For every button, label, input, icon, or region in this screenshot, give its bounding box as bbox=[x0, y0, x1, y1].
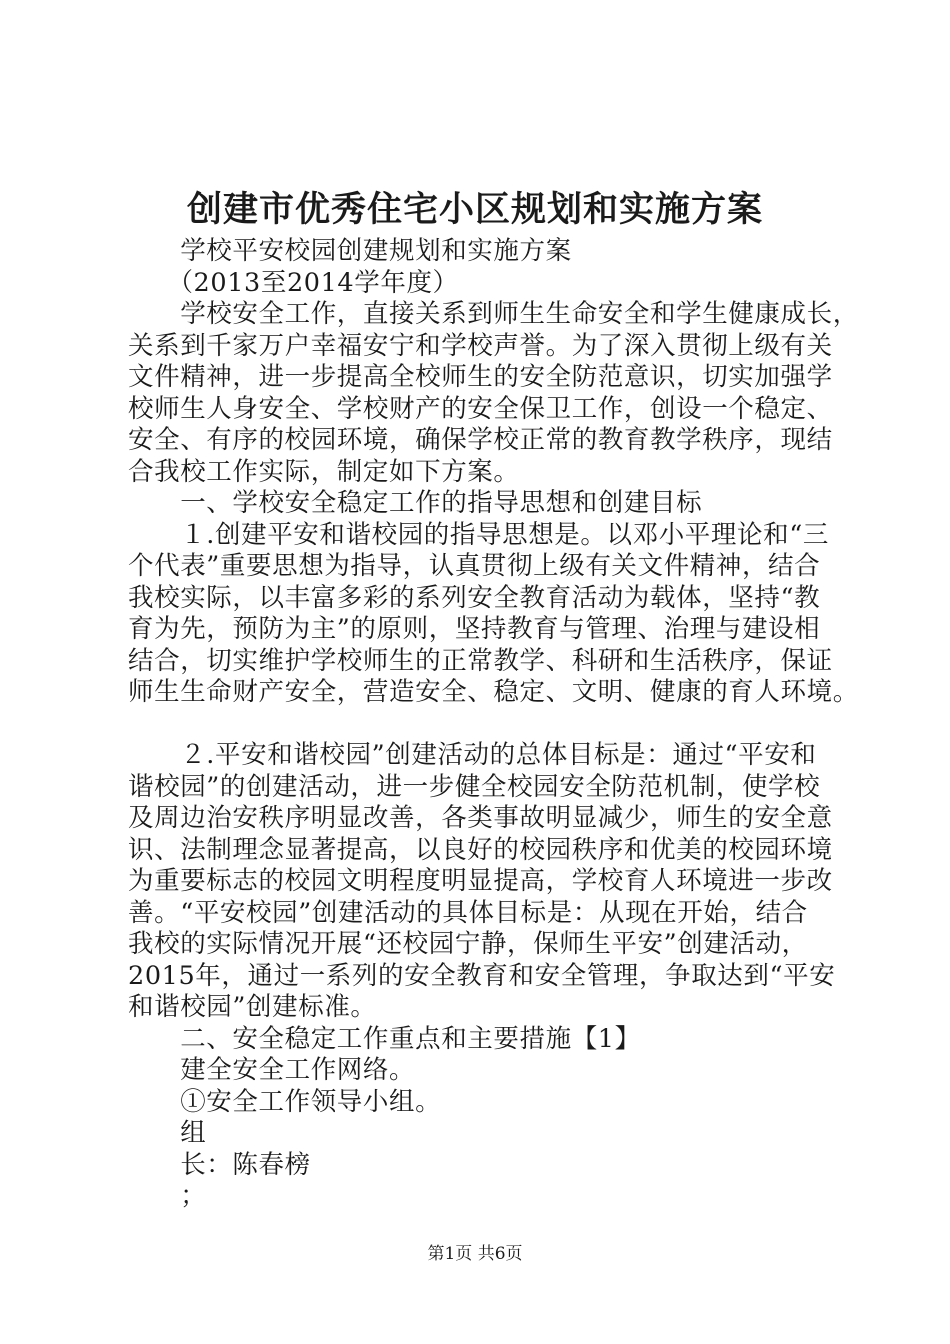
text-line: 学校安全工作，直接关系到师生生命安全和学生健康成长， bbox=[128, 299, 859, 329]
text-line: 我校实际，以丰富多彩的系列安全教育活动为载体，坚持“教 bbox=[128, 582, 821, 613]
text-line: 为重要标志的校园文明程度明显提高，学校育人环境进一步改 bbox=[128, 866, 833, 896]
text-line: １.创建平安和谐校园的指导思想是。以邓小平理论和“三 bbox=[128, 519, 829, 550]
text-line: 和谐校园”创建标准。 bbox=[128, 992, 377, 1022]
text-line: 学校平安校园创建规划和实施方案 bbox=[128, 236, 572, 266]
text-line: 建全安全工作网络。 bbox=[128, 1055, 416, 1085]
text-line: 合我校工作实际，制定如下方案。 bbox=[128, 456, 520, 487]
document-title: 创建市优秀住宅小区规划和实施方案 bbox=[186, 189, 763, 230]
text-line: 识、法制理念显著提高，以良好的校园秩序和优美的校园环境 bbox=[128, 834, 833, 865]
text-line: 谐校园”的创建活动，进一步健全校园安全防范机制，使学校 bbox=[128, 771, 821, 802]
text-line: 师生生命财产安全，营造安全、稳定、文明、健康的育人环境。 bbox=[128, 677, 859, 707]
document-body bbox=[128, 236, 859, 1213]
page-footer: 第1页 共6页 bbox=[427, 1244, 523, 1264]
text-line: 个代表”重要思想为指导，认真贯彻上级有关文件精神，结合 bbox=[128, 551, 821, 581]
text-line: 及周边治安秩序明显改善，各类事故明显减少，师生的安全意 bbox=[128, 803, 833, 833]
text-line: 育为先，预防为主”的原则，坚持教育与管理、治理与建设相 bbox=[128, 614, 821, 644]
text-line: （2013至2014学年度） bbox=[128, 267, 459, 298]
text-line: 校师生人身安全、学校财产的安全保卫工作，创设一个稳定、 bbox=[128, 393, 833, 424]
text-line: ； bbox=[128, 1181, 207, 1211]
text-line: 安全、有序的校园环境，确保学校正常的教育教学秩序，现结 bbox=[128, 425, 833, 455]
text-line: ２.平安和谐校园”创建活动的总体目标是：通过“平安和 bbox=[128, 740, 817, 770]
text-line: 长：陈春榜 bbox=[128, 1149, 311, 1180]
text-line: 文件精神，进一步提高全校师生的安全防范意识，切实加强学 bbox=[128, 362, 833, 392]
text-line: 关系到千家万户幸福安宁和学校声誉。为了深入贯彻上级有关 bbox=[128, 330, 833, 361]
text-line: 我校的实际情况开展“还校园宁静，保师生平安”创建活动， bbox=[128, 929, 808, 959]
blank-line bbox=[128, 709, 828, 741]
text-line: 结合，切实维护学校师生的正常教学、科研和生活秩序，保证 bbox=[128, 645, 833, 676]
text-line: 一、学校安全稳定工作的指导思想和创建目标 bbox=[128, 488, 703, 518]
text-line: 善。“平安校园”创建活动的具体目标是：从现在开始，结合 bbox=[128, 897, 808, 928]
text-line: 组 bbox=[128, 1118, 207, 1148]
text-line: 二、安全稳定工作重点和主要措施【1】 bbox=[128, 1023, 641, 1054]
text-line: ①安全工作领导小组。 bbox=[128, 1086, 442, 1117]
text-line: 2015年，通过一系列的安全教育和安全管理，争取达到“平安 bbox=[128, 960, 836, 991]
